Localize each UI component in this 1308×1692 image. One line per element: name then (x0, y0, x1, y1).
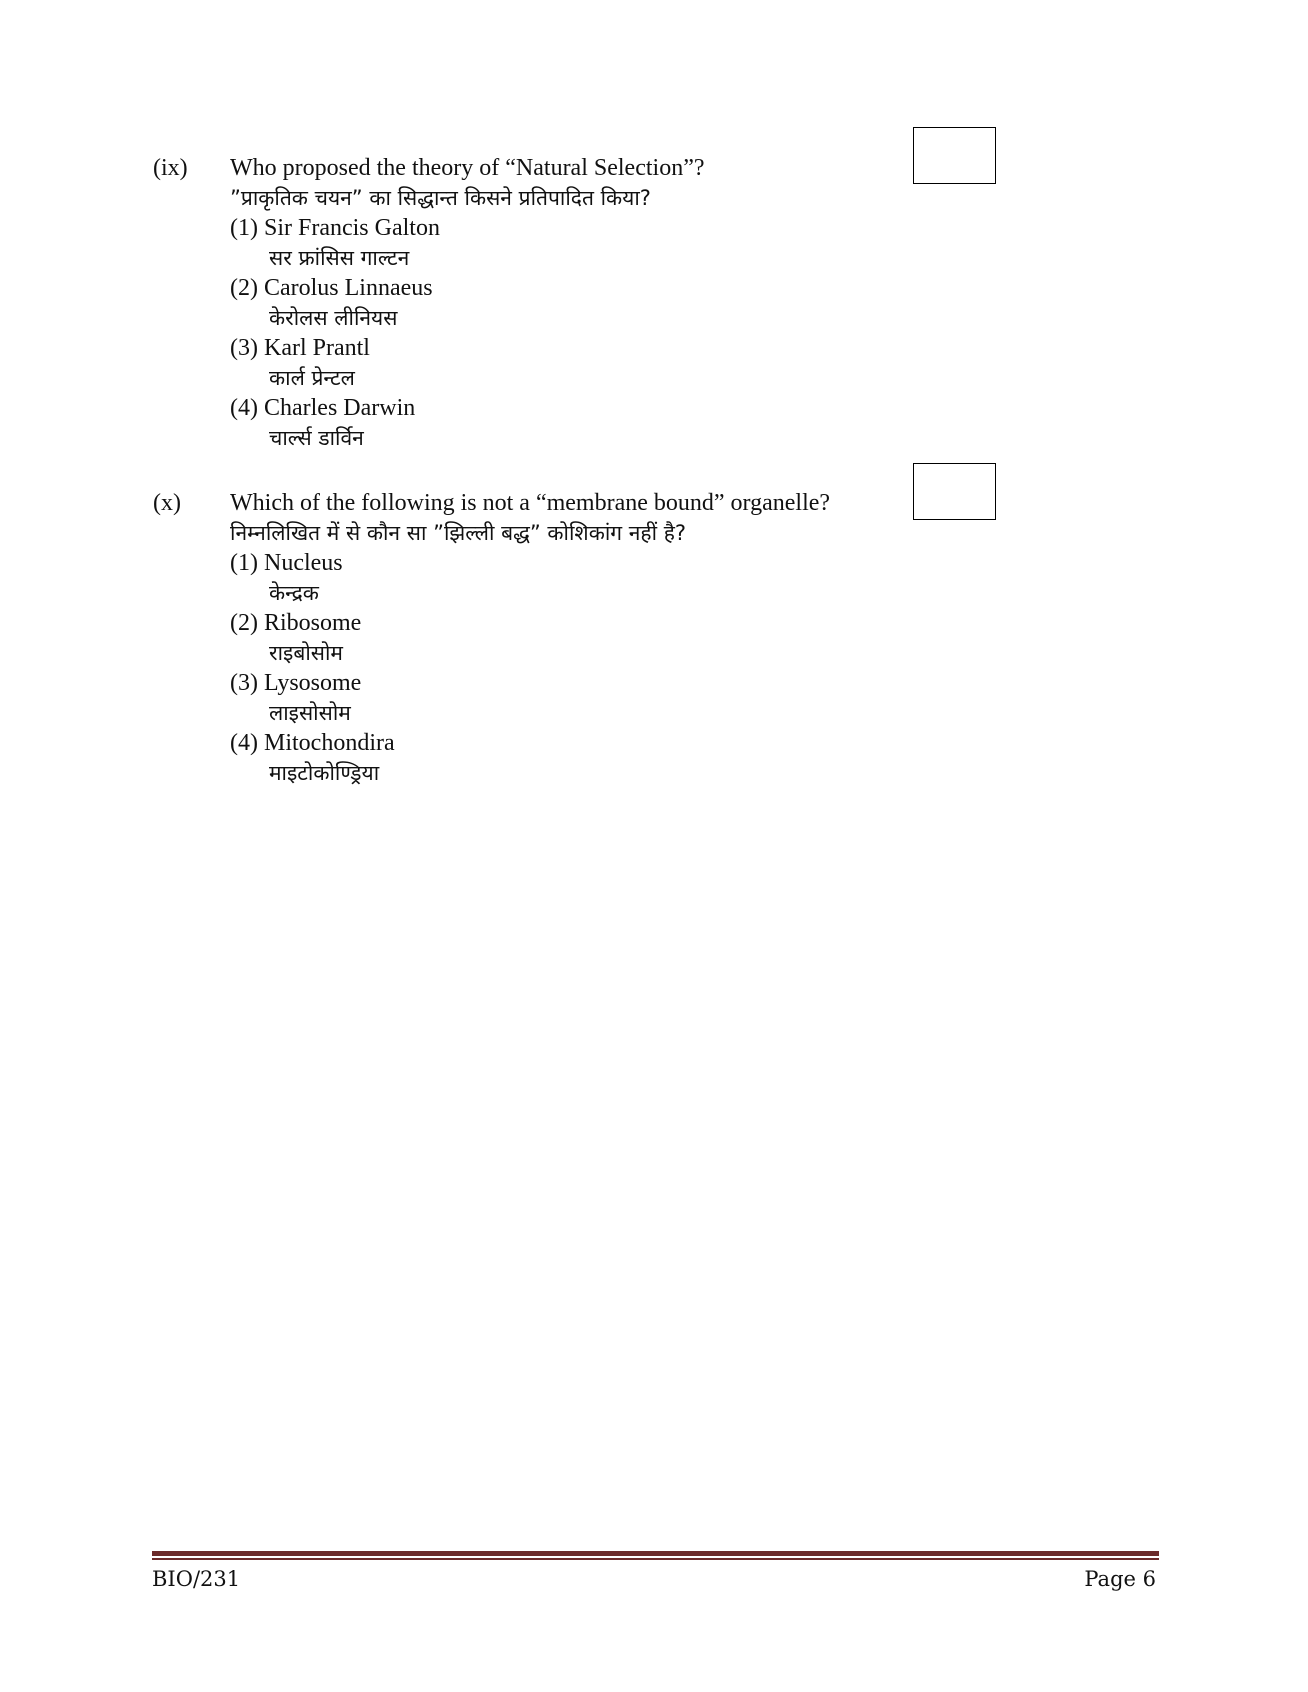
option-1 (230, 548, 930, 608)
answer-box-ix[interactable] (913, 127, 996, 184)
question-text-hi: निम्नलिखित में से कौन सा ”झिल्ली बद्ध” कोशिकांग नहीं है? (230, 521, 686, 545)
option-text-hi: राइबोसोम (269, 641, 343, 665)
option-2 (230, 608, 930, 668)
option-3 (230, 668, 930, 728)
option-4 (230, 728, 930, 788)
option-text-hi: सर फ्रांसिस गाल्टन (269, 246, 410, 270)
question-number: (x) (153, 490, 181, 516)
option-text-en: (3) Karl Prantl (230, 335, 370, 361)
option-text-hi: केरोलस लीनियस (269, 306, 398, 330)
footer-paper-code: BIO/231 (152, 1567, 241, 1591)
option-text-hi: कार्ल प्रेन्टल (269, 366, 355, 390)
footer-divider (152, 1551, 1159, 1556)
question-number: (ix) (153, 155, 188, 181)
option-2 (230, 273, 930, 333)
option-text-en: (4) Mitochondira (230, 730, 395, 756)
question-text-hi: ”प्राकृतिक चयन” का सिद्धान्त किसने प्रतिपादित किया? (230, 186, 651, 210)
option-text-en: (4) Charles Darwin (230, 395, 416, 421)
option-text-en: (1) Nucleus (230, 550, 343, 576)
footer-divider-thin (152, 1558, 1159, 1560)
question-body (230, 488, 930, 788)
option-text-en: (1) Sir Francis Galton (230, 215, 440, 241)
question-text-en: Which of the following is not a “membrane bound” organelle? (230, 490, 831, 516)
question-body (230, 153, 930, 453)
option-text-hi: लाइसोसोम (269, 701, 351, 725)
option-1 (230, 213, 930, 273)
option-text-hi: माइटोकोण्ड्रिया (269, 761, 380, 785)
option-text-en: (2) Ribosome (230, 610, 362, 636)
option-4 (230, 393, 930, 453)
option-text-en: (3) Lysosome (230, 670, 362, 696)
question-text-en: Who proposed the theory of “Natural Selection”? (230, 155, 705, 181)
option-text-en: (2) Carolus Linnaeus (230, 275, 433, 301)
option-text-hi: चार्ल्स डार्विन (269, 426, 364, 450)
footer-page-number: Page 6 (1084, 1567, 1156, 1591)
option-text-hi: केन्द्रक (269, 581, 319, 605)
option-3 (230, 333, 930, 393)
answer-box-x[interactable] (913, 463, 996, 520)
